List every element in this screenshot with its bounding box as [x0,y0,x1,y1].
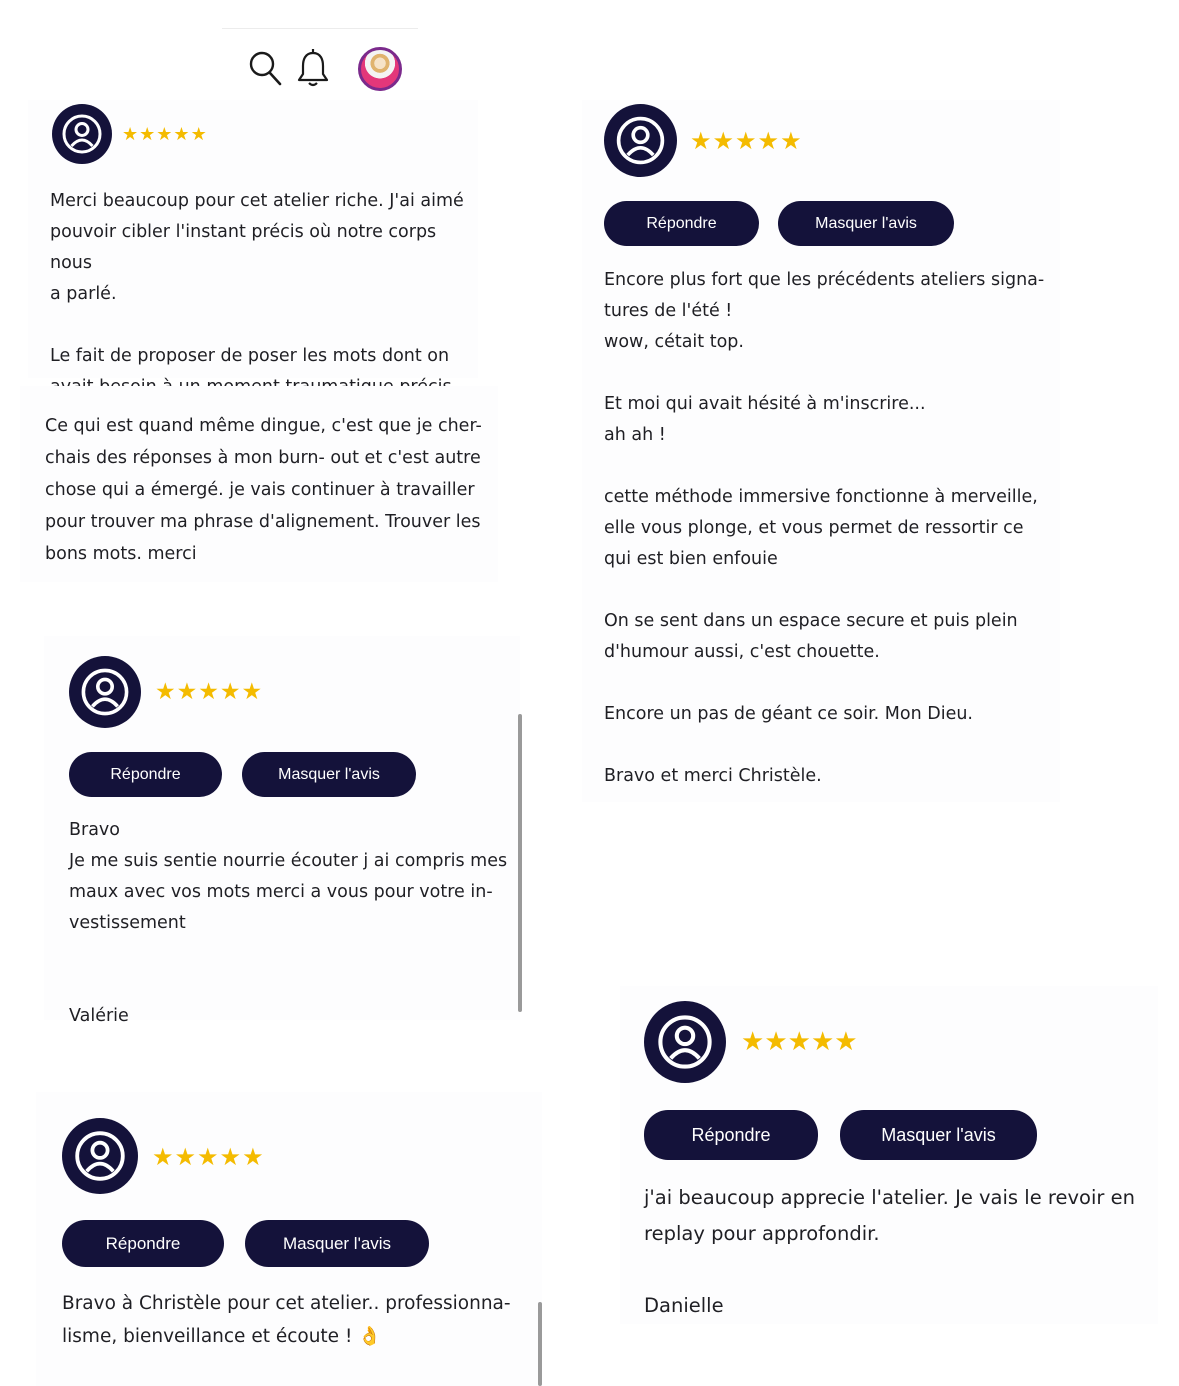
star-icon: ★ [198,679,219,705]
star-icon: ★ [174,1143,197,1171]
star-icon: ★ [690,127,712,155]
star-icon: ★ [219,679,241,705]
star-icon: ★ [741,1027,765,1057]
star-icon: ★ [242,1143,264,1171]
review-text: Merci beaucoup pour cet atelier riche. J'ai aimé pouvoir cibler l'instant précis où notre corps nous a parlé. Le fait de proposer de poser les mots dont on [50,191,464,366]
reviewer-avatar-icon [604,104,677,177]
review-text: j'ai beaucoup apprecie l'atelier. Je vais le revoir en replay pour approfondir. Danielle [644,1186,1135,1317]
star-icon: ★ [197,1143,219,1171]
bell-icon[interactable] [296,48,330,88]
star-icon: ★ [152,1143,174,1171]
review-text: Bravo à Christèle pour cet atelier.. professionna- lisme, bienveillance et écoute ! 👌 [62,1293,511,1347]
reviewer-avatar-icon [69,656,141,728]
star-icon: ★ [156,124,173,145]
star-icon: ★ [176,679,198,705]
star-icon: ★ [787,1027,811,1057]
star-icon: ★ [139,124,156,145]
star-icon: ★ [735,127,757,155]
reviewer-avatar-icon [644,1001,726,1083]
top-bar [222,28,418,105]
scrollbar[interactable] [518,714,522,1012]
reviewer-avatar-icon [52,104,112,164]
rating-stars [122,124,207,145]
star-icon: ★ [712,127,735,155]
scrollbar[interactable] [538,1302,542,1386]
review-text: Bravo Je me suis sentie nourrie écouter j ai compris mes maux avec vos mots merci a vous pour votre in- vestissement Valérie [69,820,508,1026]
reply-button[interactable]: Répondre [644,1110,818,1160]
user-avatar[interactable] [358,47,402,91]
review-text: Ce qui est quand même dingue, c'est que je cher- chais des réponses à mon burn- out et c'est autre chose qui a émergé. je vais continuer à travailler pour trouver ma phrase d'alignement. Trouver les bons mots. merci [45,416,482,564]
star-icon: ★ [241,679,263,705]
hide-review-button[interactable]: Masquer l'avis [840,1110,1037,1160]
rating-stars [155,679,262,705]
star-icon: ★ [122,124,139,145]
star-icon: ★ [780,127,802,155]
reviewer-avatar-icon [62,1118,138,1194]
star-icon: ★ [834,1027,858,1057]
star-icon: ★ [173,124,190,145]
star-icon: ★ [155,679,176,705]
hide-review-button[interactable]: Masquer l'avis [242,752,416,797]
search-icon[interactable] [248,49,282,87]
review-text: Encore plus fort que les précédents ateliers signa- tures de l'été ! wow, cétait top. Et moi qui avait hésité à m'inscrire... ah ah ! cette méthode immersive fonctionne à merveille, elle vous plonge, et vous permet de ressortir ce qui est bien enfouie On se sent dans un espace secure et puis plein d'humour aussi, c'est chouette. Encore un pas de géant ce soir. Mon Dieu. Bravo et merci Christèle. [604,270,1045,786]
star-icon: ★ [190,124,207,145]
star-icon: ★ [810,1027,835,1057]
rating-stars [690,127,802,155]
hide-review-button[interactable]: Masquer l'avis [245,1220,429,1267]
rating-stars [152,1143,264,1171]
star-icon: ★ [764,1027,788,1057]
reply-button[interactable]: Répondre [604,201,759,246]
star-icon: ★ [757,127,780,155]
reply-button[interactable]: Répondre [62,1220,224,1267]
rating-stars [741,1027,858,1057]
star-icon: ★ [219,1143,242,1171]
hide-review-button[interactable]: Masquer l'avis [778,201,954,246]
reply-button[interactable]: Répondre [69,752,222,797]
